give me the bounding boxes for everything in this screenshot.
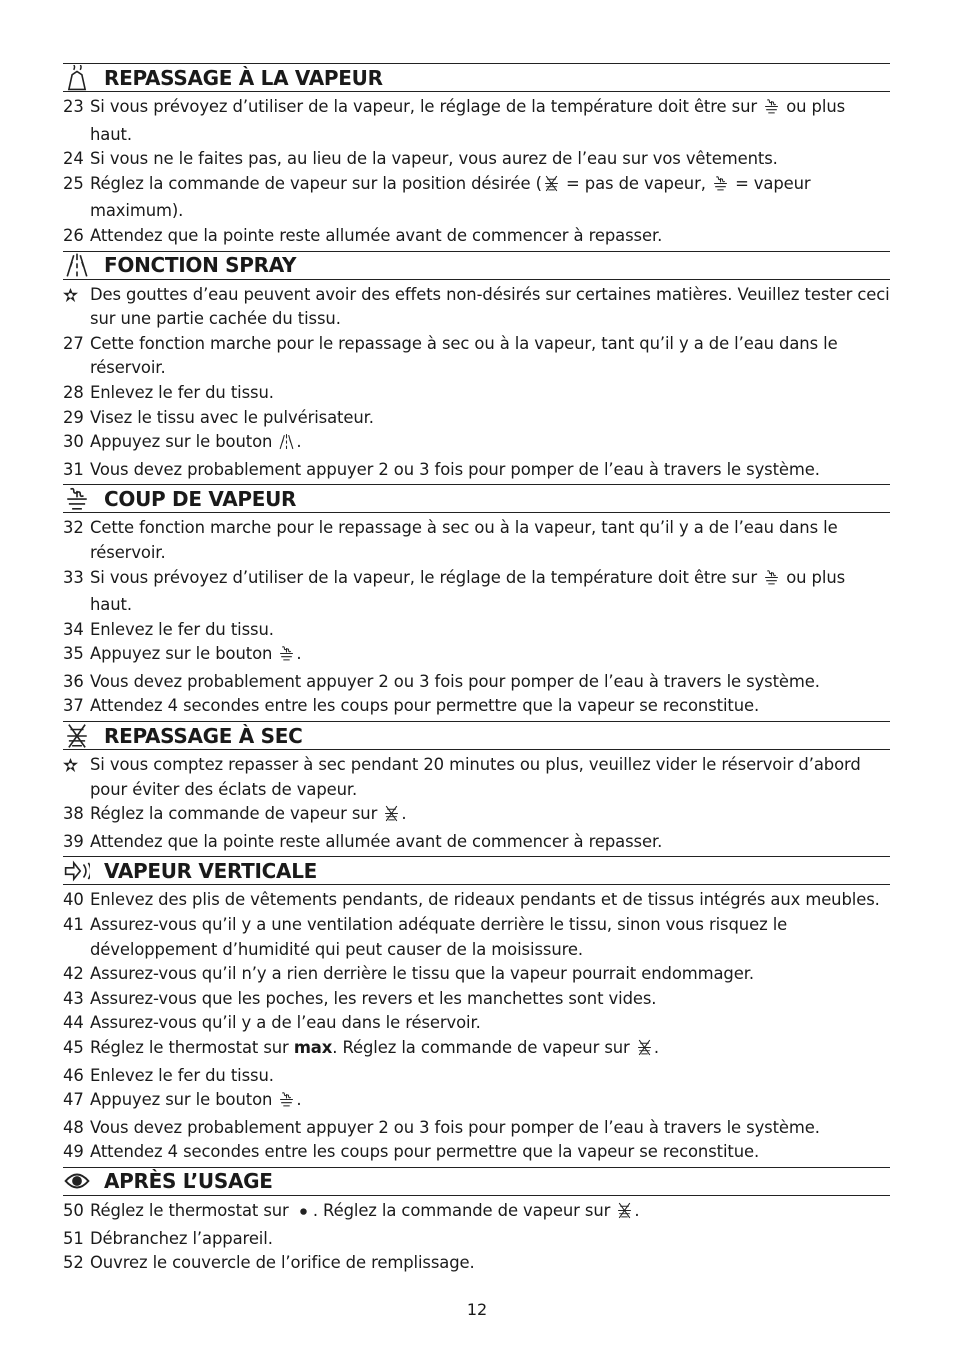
text-segment: Si vous comptez repasser à sec pendant 20 minutes ou plus, veuillez vider le réservoir d’abord pour éviter des éclats de vapeur.	[90, 755, 861, 799]
instruction-item	[63, 753, 890, 802]
text-segment: Réglez la commande de vapeur sur	[90, 804, 383, 824]
item-number: 25	[63, 173, 84, 193]
item-text	[90, 670, 890, 695]
steam-max-icon	[712, 175, 729, 200]
text-segment: Débranchez l’appareil.	[90, 1228, 273, 1248]
text-segment: Visez le tissu avec le pulvérisateur.	[90, 407, 374, 427]
instruction-item	[63, 642, 890, 670]
item-text	[90, 1199, 890, 1227]
item-text	[90, 618, 890, 643]
text-segment: Cette fonction marche pour le repassage à sec ou à la vapeur, tant qu’il y a de l’eau dans le réservoir.	[90, 333, 838, 378]
instruction-list	[63, 283, 890, 483]
instruction-item	[63, 1036, 890, 1064]
item-number: 28	[63, 382, 84, 402]
section-title: REPASSAGE À SEC	[104, 723, 303, 748]
instruction-item	[63, 1251, 890, 1276]
item-text	[90, 566, 890, 618]
item-number: 39	[63, 831, 84, 851]
item-text	[90, 224, 890, 249]
instruction-item	[63, 406, 890, 431]
text-segment: Assurez-vous qu’il n’y a rien derrière le tissu que la vapeur pourrait endommager.	[90, 964, 754, 984]
section-title: COUP DE VAPEUR	[104, 486, 297, 511]
steam-max-icon	[712, 175, 729, 192]
item-text	[90, 95, 890, 147]
text-segment: .	[296, 432, 302, 452]
instruction-item	[63, 830, 890, 855]
section-title: VAPEUR VERTICALE	[104, 858, 318, 883]
instruction-item	[63, 987, 890, 1012]
steam-max-icon	[763, 569, 780, 594]
item-text	[90, 802, 890, 830]
section-heading	[63, 484, 890, 513]
instruction-item	[63, 172, 890, 224]
instruction-item	[63, 1227, 890, 1252]
text-segment: Enlevez le fer du tissu.	[90, 619, 274, 639]
item-number: 36	[63, 671, 84, 691]
warning-icon	[63, 758, 78, 773]
section-title: REPASSAGE À LA VAPEUR	[104, 65, 383, 90]
page-number: 12	[466, 1300, 488, 1319]
text-segment: Si vous ne le faites pas, au lieu de la vapeur, vous aurez de l’eau sur vos vêtements.	[90, 149, 778, 169]
instruction-item	[63, 962, 890, 987]
text-segment: Appuyez sur le bouton	[90, 432, 278, 452]
text-segment: Ouvrez le couvercle de l’orifice de remplissage.	[90, 1253, 475, 1273]
no-steam-icon	[543, 175, 560, 200]
item-number: 23	[63, 97, 84, 116]
bold-value: max	[293, 1038, 333, 1057]
text-segment: = vapeur maximum).	[90, 173, 811, 221]
instruction-list	[63, 753, 890, 854]
document-body	[63, 61, 890, 1278]
item-text	[90, 516, 890, 565]
item-number: 31	[63, 459, 84, 479]
instruction-item	[63, 566, 890, 618]
text-segment: ou plus haut.	[90, 97, 846, 144]
text-segment: Appuyez sur le bouton	[90, 1090, 278, 1110]
instruction-list	[63, 516, 890, 719]
dot-icon	[295, 1202, 312, 1227]
item-number: 41	[63, 915, 84, 935]
item-text	[90, 381, 890, 406]
instruction-list	[63, 95, 890, 249]
text-segment: .	[296, 1090, 302, 1110]
item-text	[90, 406, 890, 431]
text-segment: ou plus haut.	[90, 567, 846, 615]
no-steam-icon	[383, 805, 400, 830]
text-segment: Vous devez probablement appuyer 2 ou 3 fois pour pomper de l’eau à travers le système.	[90, 459, 820, 479]
item-number: 26	[63, 225, 84, 245]
item-number: 42	[63, 964, 84, 984]
text-segment: Appuyez sur le bouton	[90, 644, 278, 664]
text-segment: Attendez 4 secondes entre les coups pour permettre que la vapeur se reconstitue.	[90, 1142, 760, 1162]
item-text	[90, 332, 890, 381]
item-text	[90, 147, 890, 172]
item-text	[90, 642, 890, 670]
steam-shot-icon	[278, 1091, 295, 1116]
item-text	[90, 1140, 890, 1165]
item-text	[90, 1116, 890, 1141]
item-text	[90, 913, 890, 962]
instruction-item	[63, 1140, 890, 1165]
item-number: 49	[63, 1142, 84, 1162]
instruction-item	[63, 802, 890, 830]
steam-shot-icon	[278, 645, 295, 670]
instruction-item	[63, 670, 890, 695]
item-number: 34	[63, 619, 84, 639]
no-steam-icon	[616, 1202, 633, 1219]
no-steam-icon	[543, 175, 560, 192]
section-heading	[63, 856, 890, 885]
item-text	[90, 987, 890, 1012]
instruction-list	[63, 888, 890, 1165]
instruction-item	[63, 516, 890, 565]
no-steam-icon	[636, 1039, 653, 1056]
steam-shot-icon	[64, 486, 90, 512]
steam-max-icon	[763, 98, 780, 123]
steam-max-icon	[763, 569, 780, 586]
item-number: 47	[63, 1090, 84, 1110]
instruction-item	[63, 430, 890, 458]
section-heading	[63, 1167, 890, 1196]
no-steam-icon	[616, 1202, 633, 1227]
text-segment: Assurez-vous qu’il y a une ventilation adéquate derrière le tissu, sinon vous risquez le développement d’humidité qui peut causer de la moisissure.	[90, 915, 788, 959]
text-segment: Des gouttes d’eau peuvent avoir des effets non-désirés sur certaines matières. Veuillez tester ceci sur une partie cachée du tissu.	[90, 284, 890, 329]
instruction-item	[63, 95, 890, 147]
item-text	[90, 430, 890, 458]
item-number: 33	[63, 567, 84, 587]
text-segment: Assurez-vous qu’il y a de l’eau dans le réservoir.	[90, 1013, 481, 1033]
text-segment: Enlevez le fer du tissu.	[90, 382, 274, 402]
section-heading	[63, 251, 890, 280]
text-segment: .	[653, 1038, 659, 1057]
instruction-list	[63, 1199, 890, 1276]
item-text	[90, 1036, 890, 1064]
text-segment: Réglez le thermostat sur	[90, 1038, 294, 1057]
section-icon	[63, 65, 104, 91]
text-segment: Attendez que la pointe reste allumée avant de commencer à repasser.	[90, 225, 663, 245]
item-number: 50	[63, 1200, 84, 1220]
instruction-item	[63, 694, 890, 719]
item-text	[90, 1011, 890, 1036]
instruction-item	[63, 224, 890, 249]
instruction-item	[63, 1116, 890, 1141]
section-icon	[63, 858, 104, 884]
item-text	[90, 753, 890, 802]
text-segment: .	[634, 1200, 640, 1220]
item-number: 43	[63, 988, 84, 1008]
section-icon	[63, 252, 104, 278]
instruction-item	[63, 458, 890, 483]
steam-shot-icon	[278, 645, 295, 662]
item-number: 44	[63, 1013, 84, 1033]
text-segment: = pas de vapeur,	[560, 173, 711, 193]
no-steam-icon	[636, 1039, 653, 1064]
text-segment: Enlevez des plis de vêtements pendants, de rideaux pendants et de tissus intégrés aux meubles.	[90, 890, 880, 910]
instruction-item	[63, 913, 890, 962]
item-text	[90, 1088, 890, 1116]
vertical-steam-icon	[64, 858, 90, 884]
section-title: FONCTION SPRAY	[104, 253, 297, 278]
item-number: 45	[63, 1038, 84, 1057]
item-number: 27	[63, 333, 84, 353]
eye-icon	[64, 1168, 90, 1194]
text-segment: Attendez 4 secondes entre les coups pour permettre que la vapeur se reconstitue.	[90, 696, 760, 716]
item-number: 29	[63, 407, 84, 427]
item-number: 46	[63, 1065, 84, 1085]
item-number: 30	[63, 432, 84, 452]
item-text	[90, 1064, 890, 1089]
text-segment: Enlevez le fer du tissu.	[90, 1065, 274, 1085]
text-segment: Cette fonction marche pour le repassage à sec ou à la vapeur, tant qu’il y a de l’eau dans le réservoir.	[90, 518, 838, 562]
spray-icon	[278, 433, 295, 458]
section-heading	[63, 721, 890, 750]
text-segment: Si vous prévoyez d’utiliser de la vapeur, le réglage de la température doit être sur	[90, 567, 763, 587]
item-number: 24	[63, 149, 84, 169]
text-segment: Attendez que la pointe reste allumée avant de commencer à repasser.	[90, 831, 663, 851]
warning-marker	[63, 283, 90, 332]
item-number: 32	[63, 518, 84, 538]
instruction-item	[63, 1088, 890, 1116]
instruction-item	[63, 1011, 890, 1036]
dot-icon	[295, 1202, 312, 1219]
spray-icon	[64, 252, 90, 278]
section-heading	[63, 63, 890, 92]
item-text	[90, 962, 890, 987]
text-segment: Vous devez probablement appuyer 2 ou 3 fois pour pomper de l’eau à travers le système.	[90, 1117, 820, 1137]
item-text	[90, 888, 890, 913]
text-segment: .	[401, 804, 407, 824]
item-number: 52	[63, 1253, 84, 1273]
item-text	[90, 830, 890, 855]
item-text	[90, 694, 890, 719]
item-number: 40	[63, 890, 84, 910]
section-title: APRÈS L’USAGE	[104, 1169, 273, 1194]
steam-shot-icon	[278, 1091, 295, 1108]
text-segment: Assurez-vous que les poches, les revers et les manchettes sont vides.	[90, 988, 657, 1008]
warning-icon	[63, 288, 78, 303]
steam-ironing-icon	[64, 65, 90, 91]
instruction-item	[63, 332, 890, 381]
text-segment: .	[296, 644, 302, 664]
item-text	[90, 1251, 890, 1276]
text-segment: . Réglez la commande de vapeur sur	[312, 1200, 616, 1220]
no-steam-icon	[383, 805, 400, 822]
instruction-item	[63, 147, 890, 172]
warning-marker	[63, 753, 90, 802]
text-segment: Réglez la commande de vapeur sur la position désirée (	[90, 173, 542, 193]
no-steam-icon	[64, 723, 90, 749]
item-number: 51	[63, 1228, 84, 1248]
section-icon	[63, 486, 104, 512]
instruction-item	[63, 1199, 890, 1227]
instruction-item	[63, 283, 890, 332]
item-text	[90, 1227, 890, 1252]
text-segment: Réglez le thermostat sur	[90, 1200, 294, 1220]
text-segment: Si vous prévoyez d’utiliser de la vapeur, le réglage de la température doit être sur	[90, 97, 763, 116]
item-number: 38	[63, 804, 84, 824]
item-text	[90, 458, 890, 483]
spray-icon	[278, 433, 295, 450]
item-text	[90, 283, 890, 332]
text-segment: Vous devez probablement appuyer 2 ou 3 fois pour pomper de l’eau à travers le système.	[90, 671, 820, 691]
section-icon	[63, 1168, 104, 1194]
instruction-item	[63, 888, 890, 913]
item-number: 37	[63, 696, 84, 716]
instruction-item	[63, 1064, 890, 1089]
item-text	[90, 172, 890, 224]
item-number: 35	[63, 644, 84, 664]
instruction-item	[63, 618, 890, 643]
text-segment: . Réglez la commande de vapeur sur	[332, 1038, 635, 1057]
instruction-item	[63, 381, 890, 406]
section-icon	[63, 723, 104, 749]
steam-max-icon	[763, 98, 780, 115]
item-number: 48	[63, 1117, 84, 1137]
